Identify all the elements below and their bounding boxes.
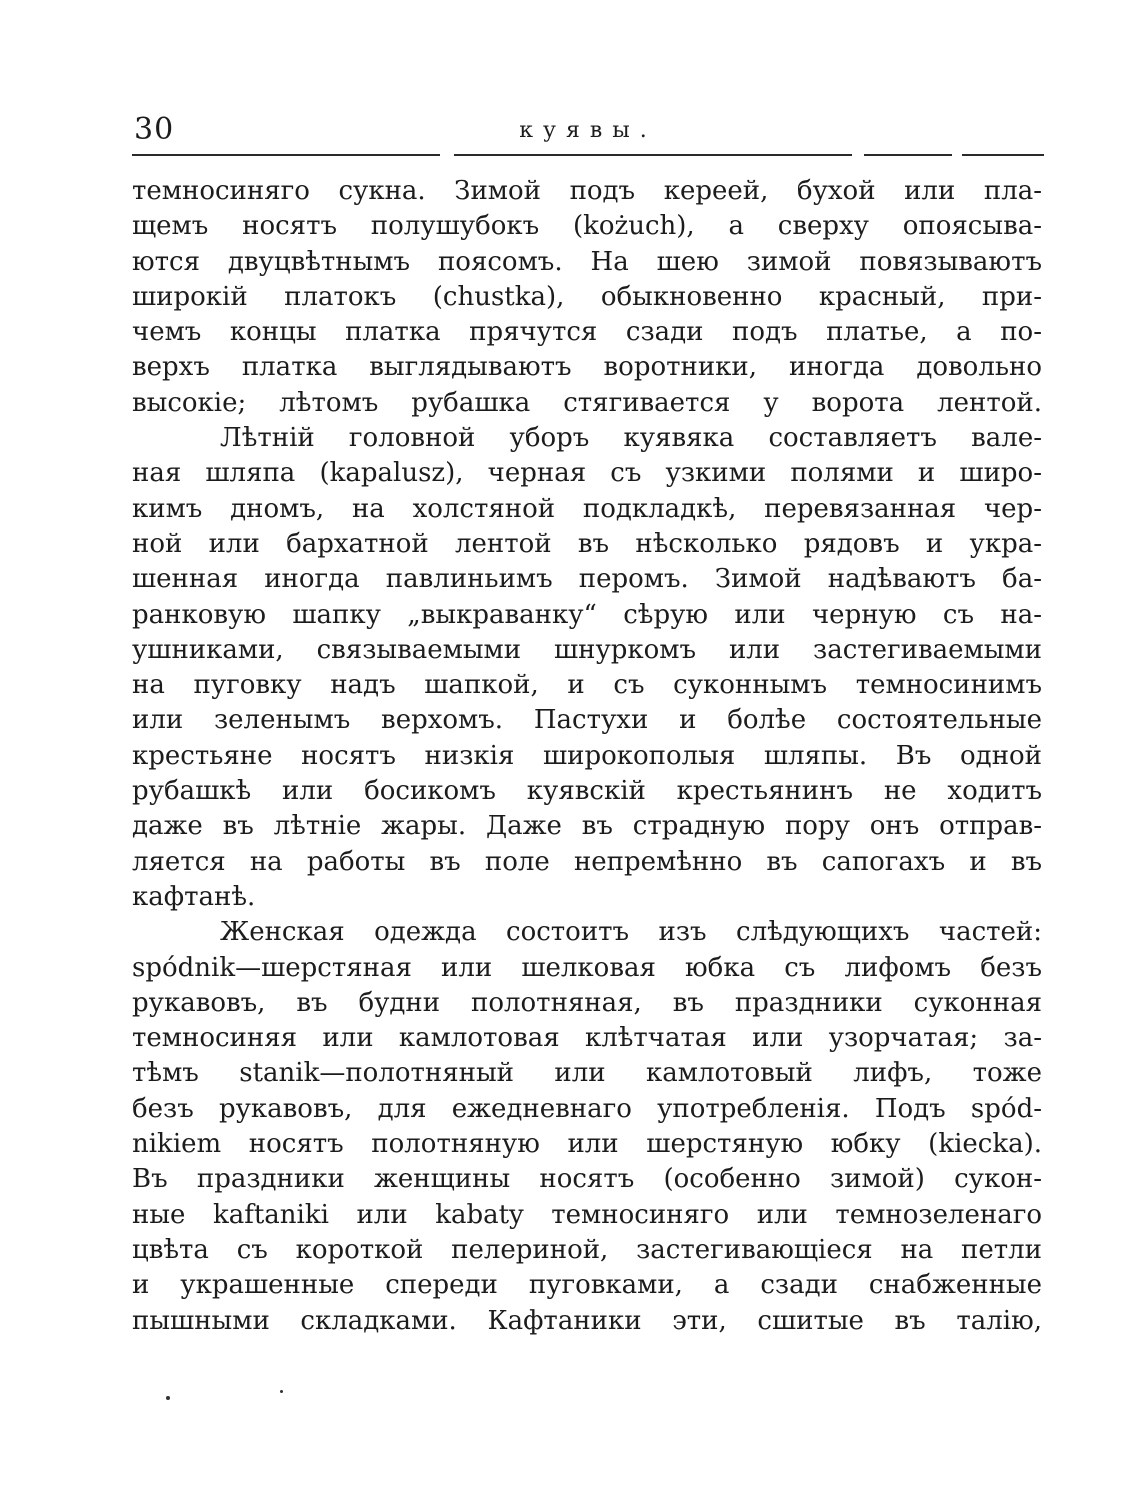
text-line: ются двуцвѣтнымъ поясомъ. На шею зимой повязываютъ <box>132 246 1042 277</box>
rule-break <box>852 150 864 158</box>
text-line: рубашкѣ или босикомъ куявскій крестьянинъ не ходитъ <box>132 776 1042 807</box>
page-number: 30 <box>134 112 175 147</box>
text-line: ные kaftaniki или kabaty темносиняго или темнозеленаго <box>132 1199 1042 1230</box>
text-line: безъ рукавовъ, для ежедневнаго употребленія. Подъ spód- <box>132 1093 1042 1124</box>
running-title: куявы. <box>519 118 657 143</box>
text-line: шенная иногда павлиньимъ перомъ. Зимой надѣваютъ ба- <box>132 564 1042 595</box>
text-line: верхъ платка выглядываютъ воротники, иногда довольно <box>132 352 1042 383</box>
paragraph-last-line: кафтанѣ. <box>132 881 256 912</box>
text-line: ранковую шапку „выкраванку“ сѣрую или черную съ на- <box>132 599 1042 630</box>
text-line: на пуговку надъ шапкой, и съ суконнымъ темносинимъ <box>132 670 1042 701</box>
text-line: рукавовъ, въ будни полотняная, въ праздники суконная <box>132 987 1042 1018</box>
text-line: кимъ дномъ, на холстяной подкладкѣ, перевязанная чер- <box>132 493 1042 524</box>
text-line: или зеленымъ верхомъ. Пастухи и болѣе состоятельные <box>132 705 1042 736</box>
text-line: темносиняя или камлотовая клѣтчатая или узорчатая; за- <box>132 1023 1042 1054</box>
paragraph-first-line: Женская одежда состоитъ изъ слѣдующихъ частей: <box>220 917 1042 948</box>
text-line: spódnik—шерстяная или шелковая юбка съ лифомъ безъ <box>132 952 1042 983</box>
text-line: ной или бархатной лентой въ нѣсколько рядовъ и укра- <box>132 528 1042 559</box>
paragraph-first-line: Лѣтній головной уборъ куявяка составляетъ вале- <box>220 423 1042 454</box>
text-line: цвѣта съ короткой пелериной, застегивающіеся на петли <box>132 1234 1042 1265</box>
text-line: тѣмъ stanik—полотняный или камлотовый лифъ, тоже <box>132 1058 1042 1089</box>
text-line: темносиняго сукна. Зимой подъ кереей, бухой или пла- <box>132 176 1042 206</box>
text-line: щемъ носятъ полушубокъ (kożuch), а сверху опоясыва- <box>132 211 1042 242</box>
text-line: чемъ концы платка прячутся сзади подъ платье, а по- <box>132 317 1042 348</box>
text-line: nikiem носятъ полотняную или шерстяную юбку (kiecka). <box>132 1129 1042 1160</box>
text-line: даже въ лѣтніе жары. Даже въ страдную пору онъ отправ- <box>132 811 1042 842</box>
running-head <box>132 112 1044 152</box>
text-line: высокіе; лѣтомъ рубашка стягивается у ворота лентой. <box>132 387 1042 418</box>
text-line: ляется на работы въ поле непремѣнно въ сапогахъ и въ <box>132 846 1042 877</box>
rule-break <box>440 150 454 158</box>
text-line: ушниками, связываемыми шнуркомъ или застегиваемыми <box>132 634 1042 665</box>
text-line: крестьяне носятъ низкія широкополыя шляпы. Въ одной <box>132 740 1042 771</box>
print-speck <box>166 1396 170 1400</box>
header-rule <box>132 154 1044 156</box>
text-line: широкій платокъ (chustka), обыкновенно красный, при- <box>132 281 1042 312</box>
print-speck <box>280 1390 283 1393</box>
text-line: пышными складками. Кафтаники эти, сшитые въ талію, <box>132 1305 1042 1336</box>
body-text <box>132 174 1042 1339</box>
text-line: ная шляпа (kapalusz), черная съ узкими полями и широ- <box>132 458 1042 489</box>
rule-break <box>952 150 962 158</box>
text-line: и украшенные спереди пуговками, а сзади снабженные <box>132 1270 1042 1301</box>
text-line: Въ праздники женщины носятъ (особенно зимой) сукон- <box>132 1164 1042 1195</box>
